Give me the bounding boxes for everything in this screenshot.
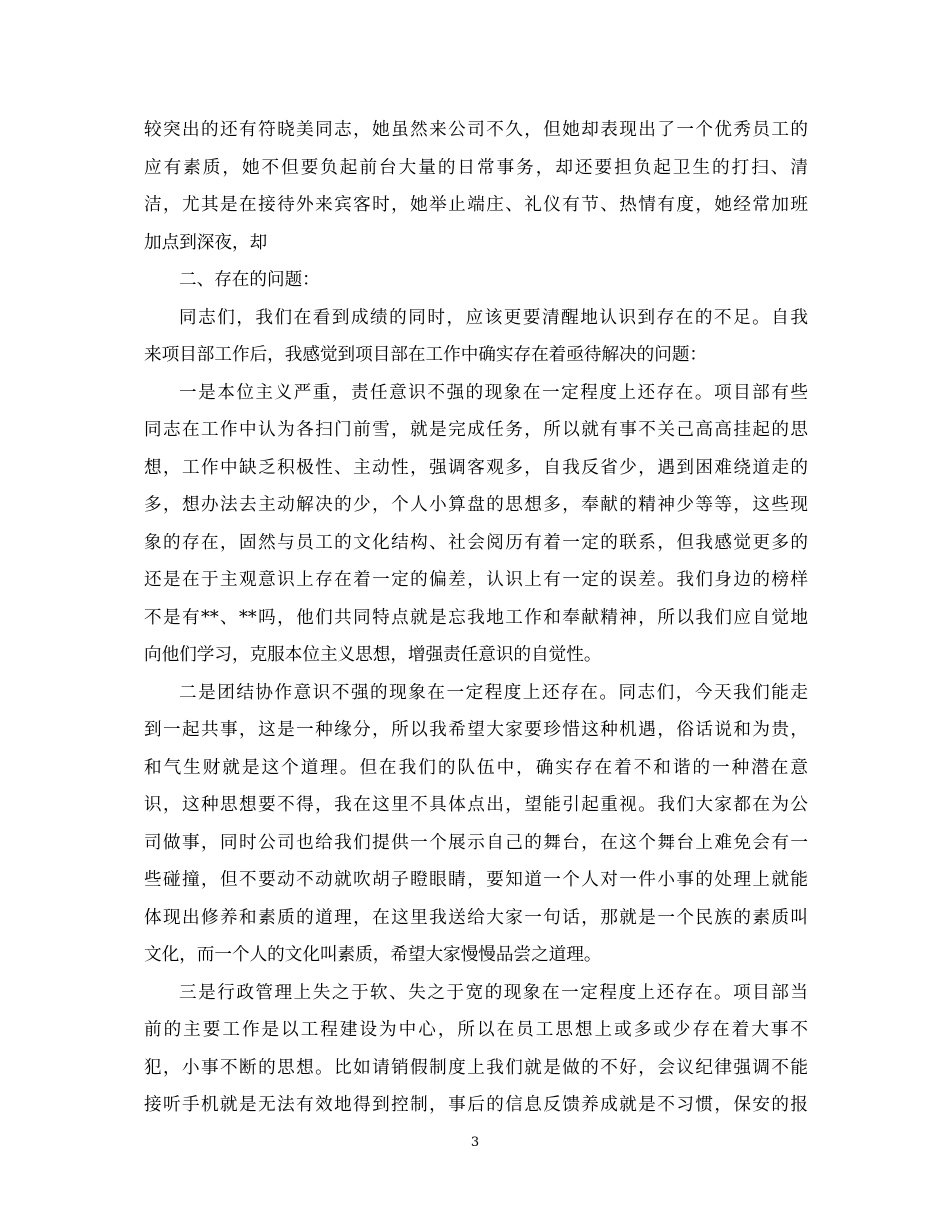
text-line: 体现出修养和素质的道理，在这里我送给大家一句话，那就是一个民族的素质叫 [144, 907, 808, 928]
text-line: 二、存在的问题： [179, 270, 320, 290]
text-line: 到一起共事，这是一种缘分，所以我希望大家要珍惜这种机遇，俗话说和为贵， [144, 720, 808, 740]
text-line: 不是有**、**吗，他们共同特点就是忘我地工作和奉献精神，所以我们应自觉地 [144, 607, 808, 628]
text-line: 应有素质，她不但要负起前台大量的日常事务，却还要担负起卫生的打扫、清 [144, 157, 808, 178]
text-line: 前的主要工作是以工程建设为中心，所以在员工思想上或多或少存在着大事不 [144, 1020, 808, 1040]
text-line: 文化，而一个人的文化叫素质，希望大家慢慢品尝之道理。 [144, 945, 602, 965]
text-line: 三是行政管理上失之于软、失之于宽的现象在一定程度上还存在。项目部当 [179, 982, 808, 1003]
text-line: 较突出的还有符晓美同志，她虽然来公司不久，但她却表现出了一个优秀员工的 [144, 120, 808, 140]
text-line: 还是在于主观意识上存在着一定的偏差，认识上有一定的误差。我们身边的榜样 [144, 570, 808, 590]
text-line: 识，这种思想要不得，我在这里不具体点出，望能引起重视。我们大家都在为公 [144, 795, 808, 815]
text-line: 洁，尤其是在接待外来宾客时，她举止端庄、礼仪有节、热情有度，她经常加班 [144, 195, 808, 215]
text-line: 接听手机就是无法有效地得到控制，事后的信息反馈养成就是不习惯，保安的报 [144, 1095, 808, 1115]
text-line: 犯，小事不断的思想。比如请销假制度上我们就是做的不好，会议纪律强调不能 [144, 1057, 808, 1078]
text-line: 和气生财就是这个道理。但在我们的队伍中，确实存在着不和谐的一种潜在意 [144, 757, 808, 778]
page-number: 3 [470, 1135, 480, 1150]
text-line: 加点到深夜，却 [144, 232, 268, 253]
text-line: 一是本位主义严重，责任意识不强的现象在一定程度上还存在。项目部有些 [179, 382, 808, 403]
text-line: 想，工作中缺乏积极性、主动性，强调客观多，自我反省少，遇到困难绕道走的 [144, 457, 808, 478]
text-line: 同志们，我们在看到成绩的同时，应该更要清醒地认识到存在的不足。自我 [179, 307, 808, 328]
text-line: 多，想办法去主动解决的少，个人小算盘的思想多，奉献的精神少等等，这些现 [144, 495, 808, 515]
text-line: 司做事，同时公司也给我们提供一个展示自己的舞台，在这个舞台上难免会有一 [144, 832, 808, 853]
text-line: 同志在工作中认为各扫门前雪，就是完成任务，所以就有事不关己高高挂起的思 [144, 420, 808, 440]
text-line: 二是团结协作意识不强的现象在一定程度上还存在。同志们，今天我们能走 [179, 682, 808, 703]
text-line: 来项目部工作后，我感觉到项目部在工作中确实存在着亟待解决的问题： [144, 345, 708, 365]
text-line: 向他们学习，克服本位主义思想，增强责任意识的自觉性。 [144, 645, 602, 665]
text-line: 象的存在，固然与员工的文化结构、社会阅历有着一定的联系，但我感觉更多的 [144, 532, 808, 553]
text-line: 些碰撞，但不要动不动就吹胡子瞪眼睛，要知道一个人对一件小事的处理上就能 [144, 870, 808, 890]
body-text [144, 112, 808, 1125]
